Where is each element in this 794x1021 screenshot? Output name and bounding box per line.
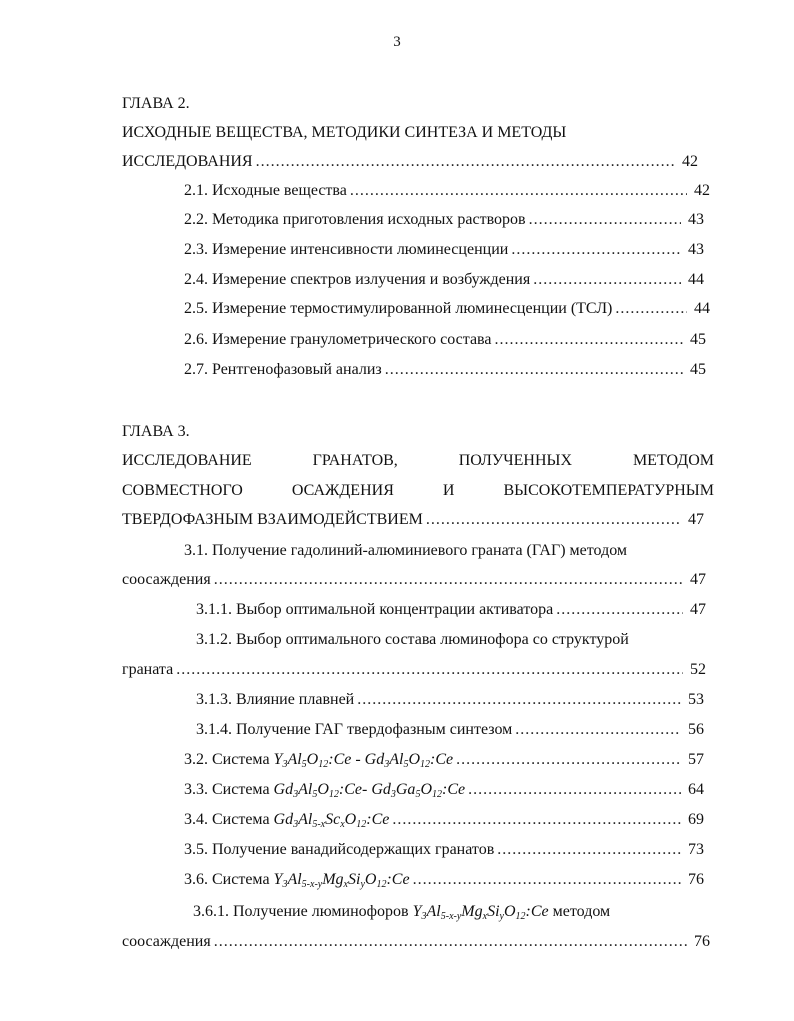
entry-page: 76 — [694, 933, 710, 950]
chapter-2-title-entry — [122, 152, 698, 172]
entry-page: 44 — [688, 271, 704, 288]
leader-dots — [556, 600, 683, 620]
toc-entry-2-2 — [184, 210, 704, 230]
chapter-2-label: ГЛАВА 2. — [122, 95, 190, 112]
chapter-3-title-line3: ТВЕРДОФАЗНЫМ ВЗАИМОДЕЙСТВИЕМ — [122, 511, 423, 528]
entry-page: 73 — [688, 841, 704, 858]
entry-page: 42 — [694, 182, 710, 199]
leader-dots — [511, 240, 681, 260]
toc-entry-3-1-1 — [196, 600, 706, 620]
chapter-2-title-line2: ИССЛЕДОВАНИЯ — [122, 153, 253, 170]
title-word: СОВМЕСТНОГО — [122, 482, 243, 499]
entry-page: 47 — [690, 601, 706, 618]
leader-dots — [385, 360, 683, 380]
toc-entry-3-6 — [184, 870, 704, 890]
formula-gd3al5-xscxo12: $Gd_3Al_{5-x}Sc_xO_{12}:Ce$ — [273, 811, 390, 830]
formula-y3al5-x-ymgxsiyo12-ce: $Y_3Al_{5-x-y}Mg_xSi_yO_{12}:Ce$ — [412, 903, 549, 922]
page-number: 3 — [393, 34, 401, 50]
toc-entry-3-6-1 — [122, 932, 710, 952]
leader-dots — [529, 210, 681, 230]
chapter-2-title-line1: ИСХОДНЫЕ ВЕЩЕСТВА, МЕТОДИКИ СИНТЕЗА И МЕТОДЫ — [122, 124, 567, 141]
toc-entry-2-1 — [184, 181, 710, 201]
formula-y3al5o12-gd3al5o12: $Y_3Al_5O_{12}:Ce$ - $Gd_3Al_5O_{12}:Ce$ — [273, 751, 454, 770]
toc-entry-2-6 — [184, 330, 706, 350]
entry-page: 56 — [688, 721, 704, 738]
title-word: ВЫСОКОТЕМПЕРАТУРНЫМ — [503, 482, 714, 499]
chapter-3-page: 47 — [688, 511, 704, 528]
entry-text: 3.1.4. Получение ГАГ твердофазным синтезом — [196, 721, 513, 738]
entry-text — [184, 810, 389, 830]
entry-text: 2.7. Рентгенофазовый анализ — [184, 361, 382, 378]
entry-suffix: методом — [552, 903, 611, 920]
leader-dots — [615, 299, 687, 319]
leader-dots — [392, 810, 681, 830]
leader-dots — [533, 270, 681, 290]
formula-y3al5-x-ymgxsiyo12: $Y_3Al_{5-x-y}Mg_xSi_yO_{12}:Ce$ — [273, 871, 410, 890]
title-word: ПОЛУЧЕННЫХ — [458, 452, 573, 469]
entry-page: 53 — [688, 691, 704, 708]
entry-text: 2.6. Измерение гранулометрического состава — [184, 331, 492, 348]
entry-text: 3.1.3. Влияние плавней — [196, 691, 355, 708]
chapter-2-page: 42 — [682, 153, 698, 170]
title-word: ГРАНАТОВ, — [312, 452, 398, 469]
leader-dots — [495, 330, 684, 350]
toc-entry-3-6-1-line1 — [193, 902, 610, 922]
entry-text: граната — [122, 661, 174, 678]
toc-entry-2-7 — [184, 360, 706, 380]
entry-page: 57 — [688, 751, 704, 768]
toc-entry-3-1-2-line1: 3.1.2. Выбор оптимального состава люминофора со структурой — [196, 631, 629, 648]
leader-dots — [497, 840, 681, 860]
leader-dots — [456, 750, 681, 770]
entry-page: 45 — [690, 361, 706, 378]
entry-text: 2.5. Измерение термостимулированной люминесценции (ТСЛ) — [184, 300, 613, 317]
entry-text — [184, 780, 465, 800]
leader-dots — [357, 690, 681, 710]
entry-page: 76 — [688, 871, 704, 888]
chapter-3-title-line1 — [122, 451, 714, 471]
toc-entry-2-4 — [184, 270, 704, 290]
entry-page: 52 — [690, 661, 706, 678]
entry-page: 69 — [688, 811, 704, 828]
toc-entry-3-1-4 — [196, 720, 704, 740]
formula-gd3al5o12-gd3ga5o12: $Gd_3Al_5O_{12}:Ce-$ $Gd_3Ga_5O_{12}:Ce$ — [273, 781, 466, 800]
title-word: МЕТОДОМ — [632, 452, 714, 469]
toc-entry-3-1-3 — [196, 690, 704, 710]
title-word: ОСАЖДЕНИЯ — [291, 482, 394, 499]
toc-entry-3-1-2 — [122, 660, 706, 680]
entry-text: 2.4. Измерение спектров излучения и возбуждения — [184, 271, 531, 288]
leader-dots — [256, 152, 675, 172]
title-word: И — [442, 482, 455, 499]
toc-entry-3-2 — [184, 750, 704, 770]
entry-text — [184, 870, 410, 890]
entry-page: 47 — [690, 571, 706, 588]
toc-entry-3-3 — [184, 780, 704, 800]
chapter-3-title-entry — [122, 510, 704, 530]
leader-dots — [515, 720, 681, 740]
leader-dots — [176, 660, 683, 680]
entry-page: 43 — [688, 211, 704, 228]
entry-prefix: 3.6.1. Получение люминофоров — [193, 903, 409, 920]
entry-text: 2.2. Методика приготовления исходных растворов — [184, 211, 526, 228]
leader-dots — [214, 932, 687, 952]
toc-entry-3-1 — [122, 570, 706, 590]
entry-prefix: 3.3. Система — [184, 781, 270, 798]
title-word: ИССЛЕДОВАНИЕ — [122, 452, 252, 469]
leader-dots — [350, 181, 687, 201]
entry-prefix: 3.2. Система — [184, 751, 270, 768]
leader-dots — [214, 570, 683, 590]
entry-text: 3.1.1. Выбор оптимальной концентрации активатора — [196, 601, 554, 618]
toc-entry-2-3 — [184, 240, 704, 260]
entry-prefix: 3.4. Система — [184, 811, 270, 828]
entry-page: 44 — [694, 300, 710, 317]
entry-prefix: 3.6. Система — [184, 871, 270, 888]
entry-page: 45 — [690, 331, 706, 348]
toc-entry-3-4 — [184, 810, 704, 830]
toc-entry-2-5 — [184, 299, 710, 319]
entry-text: 2.1. Исходные вещества — [184, 182, 347, 199]
entry-page: 43 — [688, 241, 704, 258]
entry-text — [184, 750, 453, 770]
entry-text: соосаждения — [122, 571, 211, 588]
toc-entry-3-1-line1: 3.1. Получение гадолиний-алюминиевого граната (ГАГ) методом — [184, 542, 628, 559]
chapter-3-label: ГЛАВА 3. — [122, 423, 190, 440]
entry-text: 3.5. Получение ванадийсодержащих гранатов — [184, 841, 495, 858]
entry-page: 64 — [688, 781, 704, 798]
leader-dots — [413, 870, 681, 890]
chapter-3-title-line2 — [122, 481, 714, 501]
entry-text: 2.3. Измерение интенсивности люминесценции — [184, 241, 509, 258]
toc-entry-3-5 — [184, 840, 704, 860]
leader-dots — [426, 510, 681, 530]
entry-text: соосаждения — [122, 933, 211, 950]
leader-dots — [468, 780, 681, 800]
